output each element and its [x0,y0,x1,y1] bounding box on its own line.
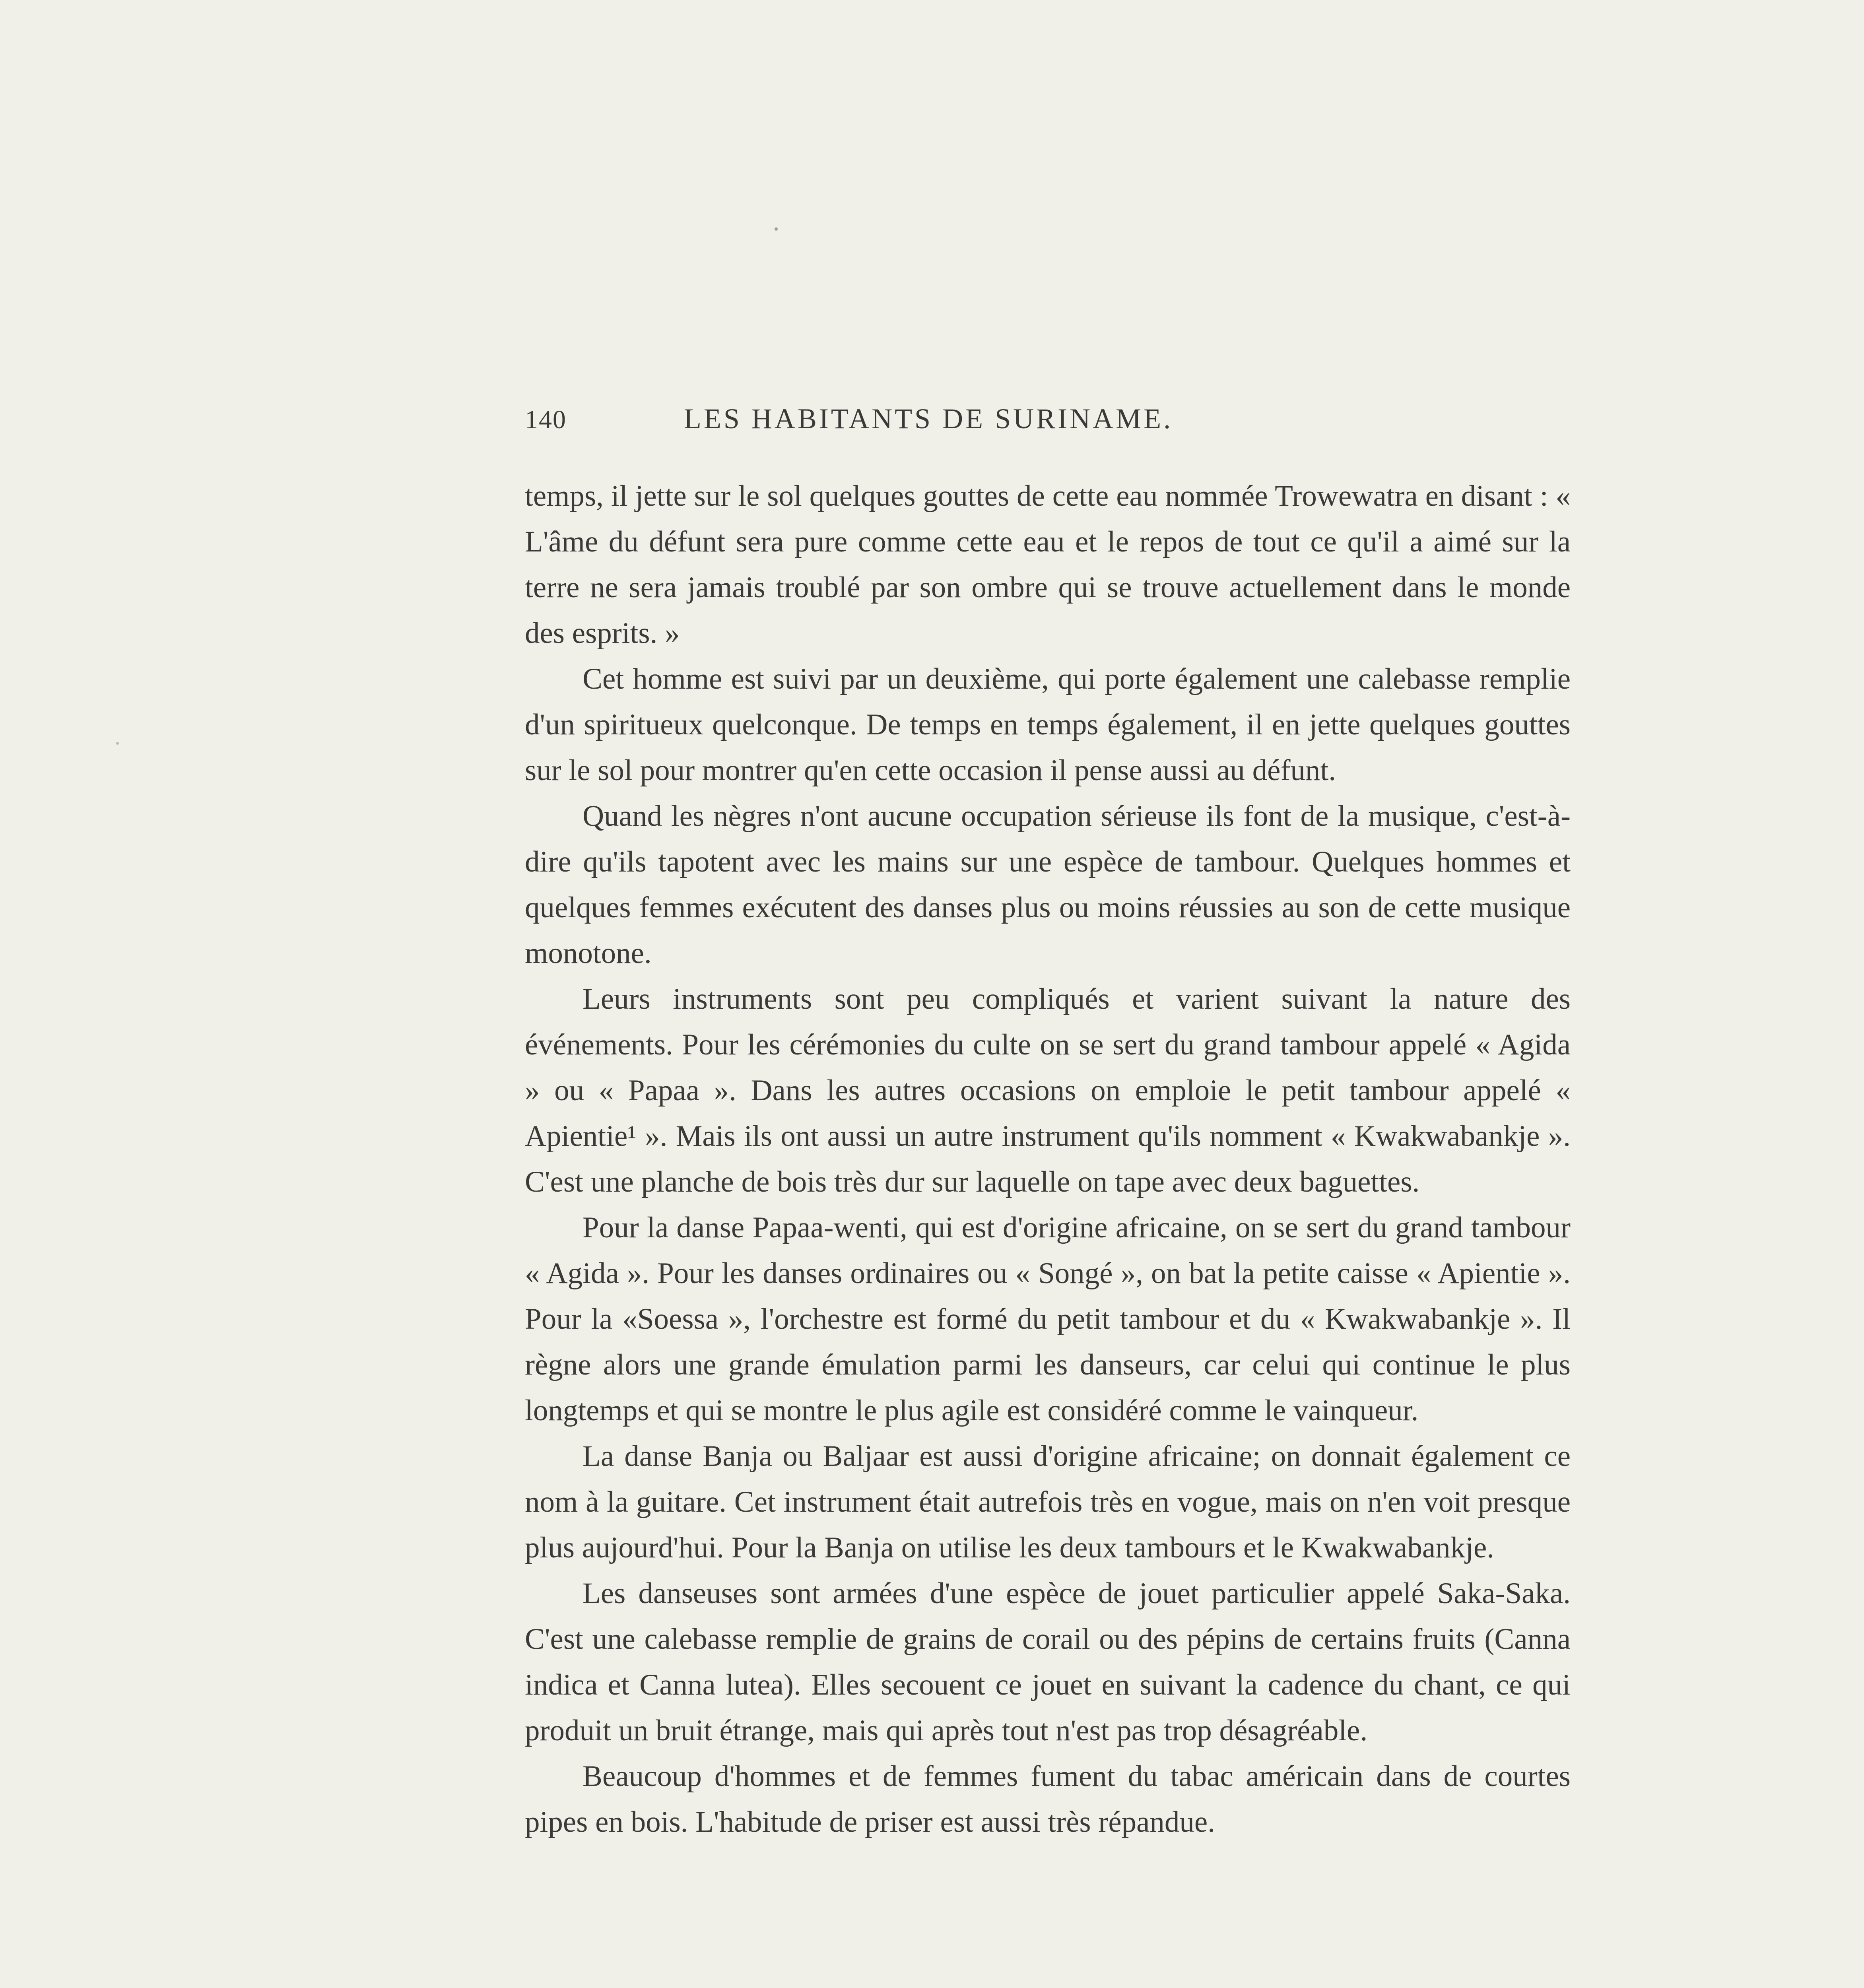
running-title: LES HABITANTS DE SURINAME. [683,403,1173,435]
page-header [525,398,1332,453]
paragraph-7: Les danseuses sont armées d'une espèce de jouet particulier appelé Saka-Saka. C'est une calebasse remplie de grains de corail ou des pépins de certains fruits (Canna indica et Canna lutea). Elles secouent ce jouet en suivant la cadence du chant, ce qui produit un bruit étrange, mais qui après tout n'est pas trop désagréable. [525,1577,1571,1747]
paragraph-2: Cet homme est suivi par un deuxième, qui porte également une calebasse remplie d'un spiritueux quelconque. De temps en temps également, il en jette quelques gouttes sur le sol pour montrer qu'en cette occasion il pense aussi au défunt. [525,662,1571,787]
paragraph-6: La danse Banja ou Baljaar est aussi d'origine africaine; on donnait également ce nom à la guitare. Cet instrument était autrefois très en vogue, mais on n'en voit presque plus aujourd'hui. Pour la Banja on utilise les deux tambours et le Kwakwabankje. [525,1440,1571,1564]
paragraph-1: temps, il jette sur le sol quelques gouttes de cette eau nommée Trowewatra en disant : « L'âme du défunt sera pure comme cette eau et le repos de tout ce qu'il a aimé sur la terre ne sera jamais troublé par son ombre qui se trouve actuellement dans le monde des esprits. » [525,480,1571,650]
paragraph-8: Beaucoup d'hommes et de femmes fument du tabac américain dans de courtes pipes en bois. L'habitude de priser est aussi très répandue. [525,1760,1571,1839]
paper-speck [116,742,119,745]
paragraph-5: Pour la danse Papaa-wenti, qui est d'origine africaine, on se sert du grand tambour « Agida ». Pour les danses ordinaires ou « Songé », on bat la petite caisse « Apientie ». Pour la «Soessa », l'orchestre est formé du petit tambour et du « Kwakwabankje ». Il règne alors une grande émulation parmi les danseurs, car celui qui continue le plus longtemps et qui se montre le plus agile est considéré comme le vainqueur. [525,1211,1571,1427]
paragraph-4: Leurs instruments sont peu compliqués et varient suivant la nature des événements. Pour les cérémonies du culte on se sert du grand tambour appelé « Agida » ou « Papaa ». Dans les autres occasions on emploie le petit tambour appelé « Apientie¹ ». Mais ils ont aussi un autre instrument qu'ils nomment « Kwakwabankje ». C'est une planche de bois très dur sur laquelle on tape avec deux baguettes. [525,982,1571,1198]
paper-speck [775,227,778,231]
page-number: 140 [525,405,567,434]
paragraph-3: Quand les nègres n'ont aucune occupation sérieuse ils font de la musique, c'est-à-dire qu'ils tapotent avec les mains sur une espèce de tambour. Quelques hommes et quelques femmes exécutent des danses plus ou moins réussies au son de cette musique monotone. [525,800,1571,970]
body-text [525,473,1571,1845]
